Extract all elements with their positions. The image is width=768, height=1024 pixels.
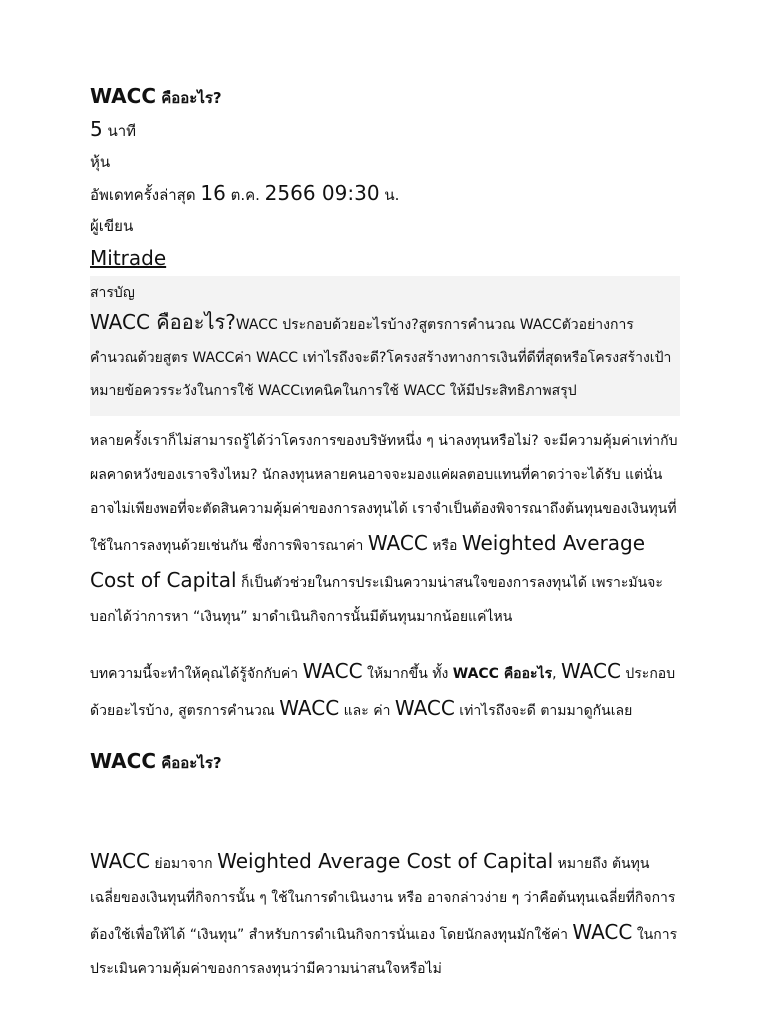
intro-paragraph-2: บทความนี้จะทำให้คุณได้รู้จักกับค่า WACC ให้มากขึ้น ทั้ง WACC คืออะไร, WACC ประกอบด้วยอะไรบ้าง, สูตรการคำนวณ WACC และ ค่า WACC เท่าไรถึงจะดี ตามมาดูกันเลย xyxy=(90,659,676,720)
bold-phrase: WACC คืออะไร xyxy=(452,666,553,682)
intro-paragraph-1: หลายครั้งเราก็ไม่สามารถรู้ได้ว่าโครงการของบริษัทหนึ่ง ๆ น่าลงทุนหรือไม่? จะมีความคุ้มค่าเท่ากับผลคาดหวังของเราจริงไหม? นักลงทุนหลายคนอาจจะมองแค่ผลตอบแทนที่คาดว่าจะได้รับ แต่นั่นอาจไม่เพียงพอที่จะตัดสินความคุ้มค่าของการลงทุนได้ เราจำเป็นต้องพิจารณาถึงต้นทุนของเงินทุนที่ใช้ในการลงทุนด้วยเช่นกัน ซึ่งการพิจารณาค่า WACC หรือ Weighted Average Cost of Capital ก็เป็นตัวช่วยในการประเมินความน่าสนใจของการลงทุนได้ เพราะมันจะบอกได้ว่าการหา “เงินทุน” มาดำเนินกิจการนั้นมีต้นทุนมากน้อยแค่ไหน xyxy=(90,433,678,625)
author-link[interactable]: Mitrade xyxy=(90,246,167,270)
toc-item-example[interactable]: ตัวอย่างการคำนวณด้วยสูตร WACC xyxy=(90,317,634,366)
author-label: ผู้เขียน xyxy=(90,217,134,235)
updated-date: อัพเดทครั้งล่าสุด 16 ต.ค. 2566 09:30 น. xyxy=(90,181,400,205)
page-title xyxy=(90,80,678,114)
toc-item-techniques[interactable]: เทคนิคในการใช้ WACC ให้มีประสิทธิภาพ xyxy=(300,383,552,399)
toc-item-cautions[interactable]: ข้อควรระวังในการใช้ WACC xyxy=(124,383,301,399)
toc-item-optimal-structure[interactable]: โครงสร้างทางการเงินที่ดีที่สุดหรือโครงสร้างเป้าหมาย xyxy=(90,350,672,399)
toc-item-what-is-wacc[interactable]: WACC คืออะไร? xyxy=(90,310,236,334)
table-of-contents xyxy=(90,276,680,416)
title-suffix: คืออะไร? xyxy=(156,89,222,107)
toc-list xyxy=(90,306,680,408)
title-acronym: WACC xyxy=(90,84,156,108)
read-time: 5 นาที xyxy=(90,117,137,141)
toc-label: สารบัญ xyxy=(90,285,135,301)
section-heading-what-is-wacc: WACC คืออะไร? xyxy=(90,749,222,773)
wacc-full-term: Weighted Average Cost of Capital xyxy=(90,531,646,592)
toc-item-summary[interactable]: สรุป xyxy=(551,383,577,399)
toc-item-good-value[interactable]: ค่า WACC เท่าไรถึงจะดี? xyxy=(234,350,387,366)
toc-item-components[interactable]: WACC ประกอบด้วยอะไรบ้าง? xyxy=(235,317,419,333)
wacc-term: WACC xyxy=(367,531,428,555)
section-paragraph-definition: WACC ย่อมาจาก Weighted Average Cost of Capital หมายถึง ต้นทุนเฉลี่ยของเงินทุนที่กิจการนั้น ๆ ใช้ในการดำเนินงาน หรือ อาจกล่าวง่าย ๆ ว่าคือต้นทุนเฉลี่ยที่กิจการต้องใช้เพื่อให้ได้ “เงินทุน” สำหรับการดำเนินกิจการนั่นเอง โดยนักลงทุนมักใช้ค่า WACC ในการประเมินความคุ้มค่าของการลงทุนว่ามีความน่าสนใจหรือไม่ xyxy=(90,849,678,977)
category-label: หุ้น xyxy=(90,153,111,171)
toc-item-formula[interactable]: สูตรการคำนวณ WACC xyxy=(418,317,562,333)
